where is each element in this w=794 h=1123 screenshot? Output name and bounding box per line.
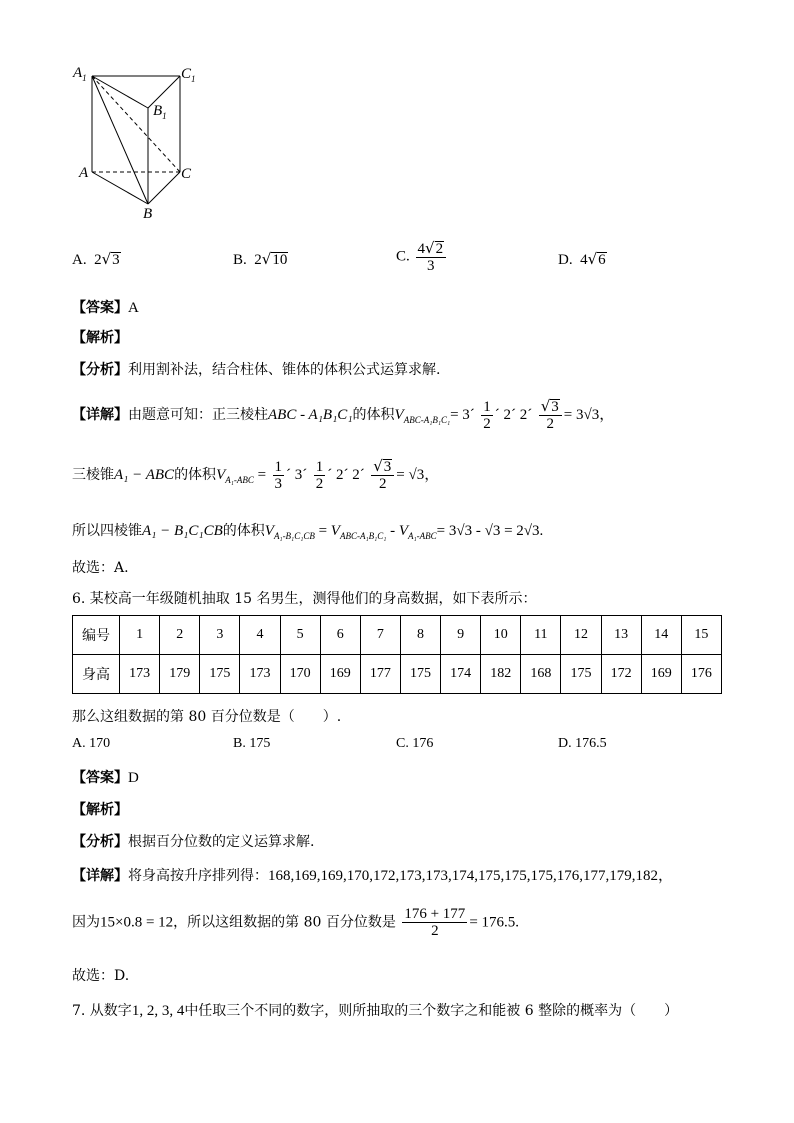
q5-detail-line1: 【详解】由题意可知：正三棱柱ABC - A₁B₁C₁的体积$V_{ABC-A_1B_1C_1}=$ 3´ $\frac{1}{2}$ ´ 2´ 2´ $\frac{√3}{2}$ = 3√3， [72,397,615,432]
q5-detail-line3: 所以四棱锥A₁ − B₁C₁CB的体积$V_{A_1-B_1C_1CB} = V_{ABC-A_1B_1C_1} - V_{A_1-ABC}= 3√3 - √3 = 2√3$. [72,523,544,541]
q6-conclusion: 故选：D. [72,968,130,984]
table-cell: 13 [601,616,641,655]
q5-option-c[interactable]: C. $\frac{4√2}{3}$ [396,240,448,274]
q6-option-d[interactable]: D. 176.5 [558,736,607,751]
table-cell: 9 [441,616,481,655]
q5-analysis-tag: 【解析】 [72,330,128,346]
table-cell: 182 [481,655,521,694]
q5-fenxi: 【分析】利用割补法，结合柱体、锥体的体积公式运算求解. [72,362,441,378]
table-cell: 173 [240,655,280,694]
q6-option-b[interactable]: B. 175 [233,736,271,751]
label-b: B [143,206,153,222]
edge-a1-b [92,76,148,204]
table-cell: 2 [160,616,200,655]
table-cell: 4 [240,616,280,655]
q6-fenxi: 【分析】根据百分位数的定义运算求解. [72,834,315,850]
q6-answer: 【答案】D [72,770,139,786]
table-cell: 169 [320,655,360,694]
label-c: C [181,166,192,182]
label-a: A [79,165,89,181]
table-cell: 173 [120,655,160,694]
table-header-id: 编号 [73,616,120,655]
table-cell: 11 [521,616,561,655]
edge-b-c [148,172,180,204]
q6-detail-because: 因为15×0.8 = 12，所以这组数据的第 80 百分位数是 $\frac{176 + 177}{2}$ = 176.5. [72,906,520,939]
q5-option-a[interactable]: A. 2√3 [72,250,120,268]
q6-detail-sorted: 【详解】将身高按升序排列得：168,169,169,170,172,173,173,174,175,175,175,176,177,179,182， [72,868,674,884]
table-cell: 175 [400,655,440,694]
table-cell: 12 [561,616,601,655]
table-cell: 7 [360,616,400,655]
height-table [72,615,722,694]
label-a1: $A_1$ [73,65,87,83]
table-cell: 175 [200,655,240,694]
table-cell: 177 [360,655,400,694]
edge-a1-b1 [92,76,148,108]
table-cell: 5 [280,616,320,655]
table-cell: 174 [441,655,481,694]
table-cell: 8 [400,616,440,655]
table-cell: 175 [561,655,601,694]
edge-a1-c-dashed [92,76,180,172]
table-cell: 15 [681,616,721,655]
q5-answer: 【答案】A [72,300,139,316]
table-cell: 6 [320,616,360,655]
label-c1: $C_1$ [181,66,196,84]
table-cell: 176 [681,655,721,694]
table-cell: 169 [641,655,681,694]
q6-question: 那么这组数据的第 80 百分位数是（ ）. [72,709,342,725]
label-b1: $B_1$ [153,103,167,121]
q6-option-c[interactable]: C. 176 [396,736,434,751]
table-cell: 14 [641,616,681,655]
q6-analysis-tag: 【解析】 [72,802,128,818]
prism-figure [70,62,210,224]
table-cell: 179 [160,655,200,694]
edge-a-b [92,172,148,204]
table-row-ids [73,616,722,655]
table-cell: 170 [280,655,320,694]
table-row-heights [73,655,722,694]
table-cell: 3 [200,616,240,655]
q5-option-d[interactable]: D. 4√6 [558,250,606,268]
table-cell: 168 [521,655,561,694]
table-cell: 172 [601,655,641,694]
table-cell: 1 [120,616,160,655]
q6-option-a[interactable]: A. 170 [72,736,111,751]
q5-conclusion: 故选：A. [72,560,129,576]
q5-option-b[interactable]: B. 2√10 [233,250,288,268]
table-header-height: 身高 [73,655,120,694]
q6-stem: 6. 某校高一年级随机抽取 15 名男生，测得他们的身高数据，如下表所示： [72,591,537,607]
q7-stem: 7. 从数字1, 2, 3, 4中任取三个不同的数字，则所抽取的三个数字之和能被 6 整除的概率为（ ） [72,1003,679,1019]
table-cell: 10 [481,616,521,655]
q5-detail-line2: 三棱锥A₁ − ABC的体积$V_{A_1-ABC}$ = $\frac{1}{3}$ ´ 3´ $\frac{1}{2}$ ´ 2´ 2´ $\frac{√3}{2}$ = √3， [72,457,440,492]
